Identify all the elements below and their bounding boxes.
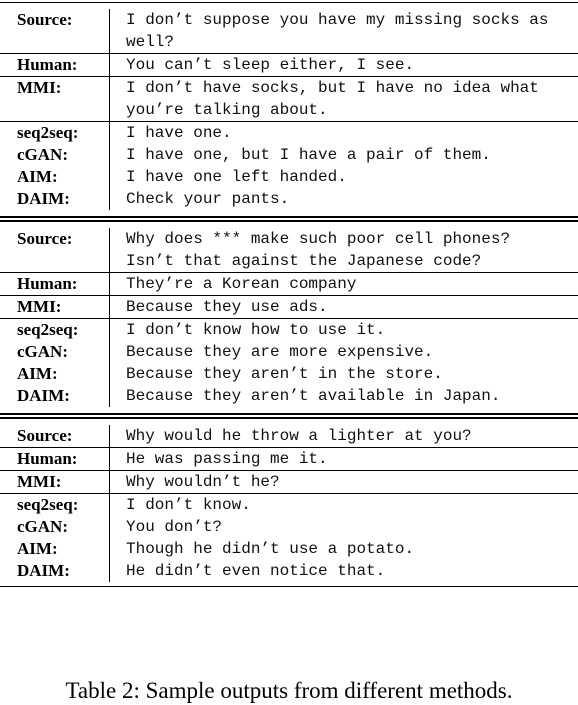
row-seq2seq bbox=[0, 494, 578, 516]
row-mmi bbox=[0, 77, 578, 121]
row-human bbox=[0, 448, 578, 470]
label-source: Source: bbox=[17, 10, 73, 29]
text-human: You can’t sleep either, I see. bbox=[126, 56, 415, 74]
label-seq2seq: seq2seq: bbox=[17, 495, 79, 514]
label-seq2seq: seq2seq: bbox=[17, 123, 79, 142]
text-daim: He didn’t even notice that. bbox=[126, 562, 386, 580]
row-daim bbox=[0, 188, 578, 216]
row-source bbox=[0, 3, 578, 53]
label-human: Human: bbox=[17, 55, 78, 74]
label-aim: AIM: bbox=[17, 364, 58, 383]
table-caption: Table 2: Sample outputs from different methods. bbox=[65, 678, 513, 703]
label-source: Source: bbox=[17, 229, 73, 248]
example-block-2 bbox=[0, 222, 578, 413]
text-seq2seq: I have one. bbox=[126, 124, 232, 142]
label-cgan: cGAN: bbox=[17, 145, 68, 164]
row-aim bbox=[0, 538, 578, 560]
row-cgan bbox=[0, 516, 578, 538]
label-seq2seq: seq2seq: bbox=[17, 320, 79, 339]
row-daim bbox=[0, 385, 578, 413]
label-daim: DAIM: bbox=[17, 561, 70, 580]
row-seq2seq bbox=[0, 122, 578, 144]
text-cgan: I have one, but I have a pair of them. bbox=[126, 146, 491, 164]
text-aim: I have one left handed. bbox=[126, 168, 347, 186]
row-mmi bbox=[0, 296, 578, 318]
table-bottom-rule bbox=[0, 586, 578, 587]
row-source bbox=[0, 222, 578, 272]
row-seq2seq bbox=[0, 319, 578, 341]
text-daim: Because they aren’t available in Japan. bbox=[126, 387, 501, 405]
row-source bbox=[0, 419, 578, 447]
row-cgan bbox=[0, 144, 578, 166]
text-seq2seq: I don’t know how to use it. bbox=[126, 321, 386, 339]
label-human: Human: bbox=[17, 449, 78, 468]
label-cgan: cGAN: bbox=[17, 342, 68, 361]
label-human: Human: bbox=[17, 274, 78, 293]
example-block-1 bbox=[0, 3, 578, 216]
label-daim: DAIM: bbox=[17, 189, 70, 208]
label-aim: AIM: bbox=[17, 167, 58, 186]
row-aim bbox=[0, 363, 578, 385]
label-mmi: MMI: bbox=[17, 297, 62, 316]
text-cgan: Because they are more expensive. bbox=[126, 343, 434, 361]
label-mmi: MMI: bbox=[17, 472, 62, 491]
text-aim: Because they aren’t in the store. bbox=[126, 365, 443, 383]
text-mmi: Why wouldn’t he? bbox=[126, 473, 280, 491]
text-source: I don’t suppose you have my missing socks as well? bbox=[126, 11, 559, 51]
label-aim: AIM: bbox=[17, 539, 58, 558]
text-seq2seq: I don’t know. bbox=[126, 496, 251, 514]
row-mmi bbox=[0, 471, 578, 493]
row-cgan bbox=[0, 341, 578, 363]
label-cgan: cGAN: bbox=[17, 517, 68, 536]
text-daim: Check your pants. bbox=[126, 190, 290, 208]
text-human: They’re a Korean company bbox=[126, 275, 357, 293]
row-aim bbox=[0, 166, 578, 188]
row-human bbox=[0, 54, 578, 76]
text-mmi: Because they use ads. bbox=[126, 298, 328, 316]
row-daim bbox=[0, 560, 578, 586]
text-cgan: You don’t? bbox=[126, 518, 223, 536]
label-daim: DAIM: bbox=[17, 386, 70, 405]
text-aim: Though he didn’t use a potato. bbox=[126, 540, 415, 558]
text-mmi: I don’t have socks, but I have no idea what you’re talking about. bbox=[126, 79, 549, 119]
row-human bbox=[0, 273, 578, 295]
example-block-3 bbox=[0, 419, 578, 586]
label-source: Source: bbox=[17, 426, 73, 445]
text-source: Why does *** make such poor cell phones? Isn’t that against the Japanese code? bbox=[126, 230, 530, 270]
text-source: Why would he throw a lighter at you? bbox=[126, 427, 472, 445]
text-human: He was passing me it. bbox=[126, 450, 328, 468]
label-mmi: MMI: bbox=[17, 78, 62, 97]
